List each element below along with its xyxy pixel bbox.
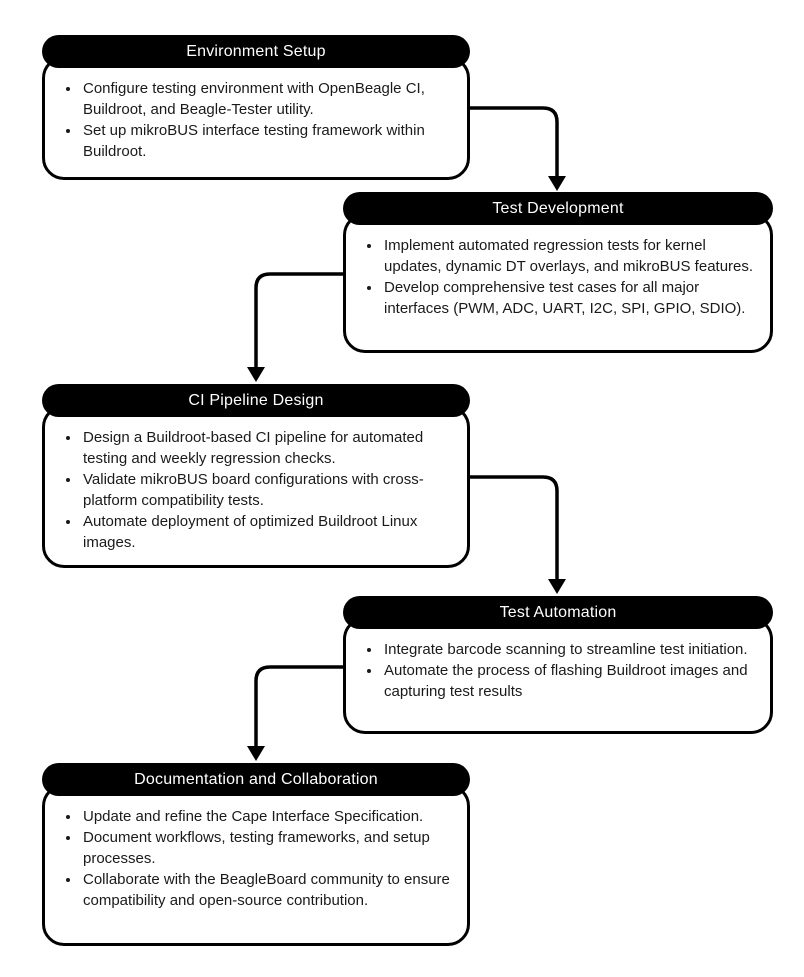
connector-environment-setup-arrowhead-icon (548, 176, 566, 191)
node-test-automation-body (343, 617, 773, 734)
connector-test-development-to-ci-pipeline-design (256, 274, 343, 369)
bullet-item: • Design a Buildroot-based CI pipeline for automated testing and weekly regression checks. (81, 427, 463, 469)
node-title: Test Automation (499, 603, 617, 621)
bullet-item: • Validate mikroBUS board configurations with cross-platform compatibility tests. (81, 469, 463, 511)
connector-test-automation-to-documentation-and-collaboration (256, 667, 343, 748)
bullet-item: • Implement automated regression tests for kernel updates, dynamic DT overlays, and mikroBUS features. (382, 235, 766, 277)
node-title: Documentation and Collaboration (134, 770, 378, 788)
bullet-item: • Automate the process of flashing Buildroot images and capturing test results (382, 660, 766, 702)
node-test-development-header (343, 192, 773, 225)
connector-test-development-arrowhead-icon (247, 367, 265, 382)
bullet-list (59, 806, 463, 911)
bullet-list (360, 639, 766, 702)
bullet-item: • Collaborate with the BeagleBoard community to ensure compatibility and open-source contribution. (81, 869, 463, 911)
node-environment-setup (42, 35, 470, 180)
node-test-development-body (343, 213, 773, 353)
bullet-item: • Develop comprehensive test cases for all major interfaces (PWM, ADC, UART, I2C, SPI, GPIO, SDIO). (382, 277, 766, 319)
node-ci-pipeline-design-body (42, 405, 470, 568)
node-environment-setup-body (42, 56, 470, 180)
connector-environment-setup-to-test-development (470, 108, 557, 178)
node-documentation-and-collaboration-header (42, 763, 470, 796)
bullet-item: • Automate deployment of optimized Buildroot Linux images. (81, 511, 463, 553)
node-title: Environment Setup (186, 42, 326, 60)
node-test-automation (343, 596, 773, 734)
bullet-item: • Configure testing environment with OpenBeagle CI, Buildroot, and Beagle-Tester utility. (81, 78, 463, 120)
bullet-item: • Document workflows, testing frameworks, and setup processes. (81, 827, 463, 869)
connector-ci-pipeline-design-to-test-automation (470, 477, 557, 581)
bullet-item: • Set up mikroBUS interface testing framework within Buildroot. (81, 120, 463, 162)
node-environment-setup-header (42, 35, 470, 68)
node-title: CI Pipeline Design (188, 391, 324, 409)
connector-test-automation-arrowhead-icon (247, 746, 265, 761)
bullet-item: • Update and refine the Cape Interface Specification. (81, 806, 463, 827)
node-ci-pipeline-design-header (42, 384, 470, 417)
node-documentation-and-collaboration (42, 763, 470, 946)
node-test-development (343, 192, 773, 353)
bullet-list (59, 427, 463, 553)
node-ci-pipeline-design (42, 384, 470, 568)
node-title: Test Development (492, 199, 624, 217)
node-documentation-and-collaboration-body (42, 784, 470, 946)
node-test-automation-header (343, 596, 773, 629)
bullet-list (360, 235, 766, 319)
connector-ci-pipeline-design-arrowhead-icon (548, 579, 566, 594)
bullet-list (59, 78, 463, 162)
bullet-item: • Integrate barcode scanning to streamline test initiation. (382, 639, 766, 660)
